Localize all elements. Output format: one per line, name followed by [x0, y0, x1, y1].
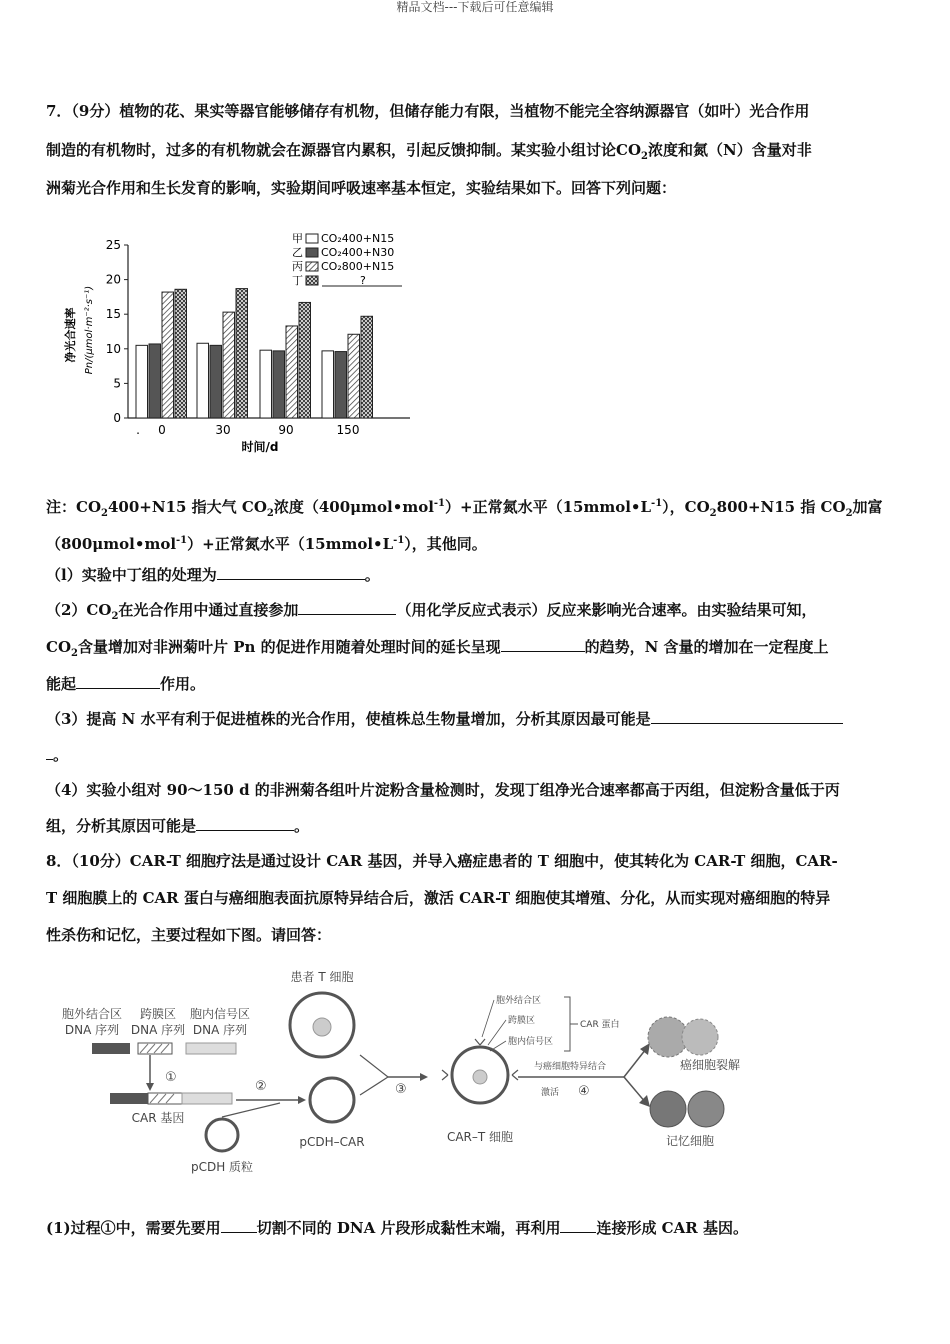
- legend-swatch: [306, 262, 318, 271]
- int-region-label: 胞内信号区: [508, 1037, 554, 1047]
- x-tick-label: 30: [215, 423, 231, 437]
- bar-chart: [60, 225, 440, 455]
- ext-dna-segment: [92, 1043, 130, 1054]
- answer-blank[interactable]: [560, 1218, 596, 1233]
- y-axis-label: [63, 286, 95, 374]
- answer-blank[interactable]: [501, 637, 585, 652]
- q8-part1: (1)过程①中，需要先要用 切割不同的 DNA 片段形成黏性末端，再利用 连接形成 CAR 基因。: [46, 1219, 748, 1237]
- car-t-diagram: [50, 965, 770, 1185]
- y-tick-label: 10: [105, 341, 121, 356]
- q7-note-line2: （800μmol•mol$^{-1}$）+正常氮水平$(15mmol•L^{-1})$，其他同。: [46, 535, 487, 553]
- y-tick-label: 25: [105, 238, 121, 252]
- x-axis-label: 时间/d: [241, 440, 279, 454]
- q7-part2-line3: 能起 作用。: [46, 675, 206, 693]
- legend-swatch: [306, 248, 318, 257]
- bar-丁-0: [175, 289, 187, 418]
- tm-region-label: 跨膜区: [508, 1016, 536, 1026]
- label-int-dna-seq: DNA 序列: [192, 1023, 248, 1037]
- patient-t-label: 患者 T 细胞: [290, 970, 354, 984]
- bar-丙-0: [162, 292, 174, 418]
- legend-group-name: 乙: [292, 246, 303, 259]
- car-protein-label: CAR 蛋白: [580, 1020, 620, 1030]
- page-header: 精品文档---下载后可任意编辑: [396, 0, 554, 14]
- y-tick-label: 5: [113, 376, 121, 391]
- bar-丁-90: [299, 302, 311, 418]
- q7-part2-line1: $(2)CO_2$在光合作用中通过直接参加 （用化学反应式表示）反应来影响光合速率。由实验结果可知，: [46, 601, 817, 622]
- label-ext-dna: 胞外结合区: [61, 1007, 123, 1021]
- q8-line2: T 细胞膜上的 CAR 蛋白与癌细胞表面抗原特异结合后，激活 CAR-T 细胞使其增殖、分化，从而实现对癌细胞的特异: [46, 889, 831, 907]
- car-gene: [110, 1093, 148, 1104]
- answer-blank[interactable]: [298, 600, 396, 615]
- bar-乙-90: [273, 351, 285, 418]
- bar-甲-30: [197, 343, 209, 418]
- activate-label: 激活: [540, 1088, 560, 1098]
- bar-丁-30: [236, 289, 248, 418]
- pcdh-car-plasmid: [310, 1078, 354, 1122]
- x-tick-label: 90: [278, 423, 294, 437]
- x-tick-label: 0: [158, 423, 166, 437]
- bar-乙-30: [210, 345, 222, 418]
- q8-line3: 性杀伤和记忆，主要过程如下图。请回答：: [46, 926, 332, 944]
- q7-line3: 洲菊光合作用和生长发育的影响，实验期间呼吸速率基本恒定，实验结果如下。回答下列问题：: [46, 179, 677, 197]
- y-tick-label: 0: [113, 411, 121, 425]
- answer-blank[interactable]: [651, 709, 843, 724]
- legend-label: ?: [360, 274, 366, 287]
- y-axis-label-bottom: Pn/(μmol·m⁻²·s⁻¹): [84, 285, 95, 375]
- y-tick-label: 15: [105, 307, 121, 322]
- bar-丙-90: [286, 326, 298, 418]
- pcdh-plasmid: [206, 1119, 238, 1151]
- answer-blank[interactable]: [46, 745, 53, 760]
- q7-part3-line1: （3）提高 N 水平有利于促进植株的光合作用，使植株总生物量增加，分析其原因最可能是: [46, 709, 843, 729]
- legend-group-name: 甲: [292, 232, 303, 245]
- q7-line1: 7．（9分）植物的花、果实等器官能够储存有机物，但储存能力有限，当植物不能完全容纳源器官（如叶）光合作用: [46, 102, 810, 120]
- binding-label: 与癌细胞特异结合: [533, 1062, 607, 1072]
- memory-cell: [650, 1091, 686, 1127]
- legend-group-name: 丙: [292, 260, 303, 273]
- label-tm-dna-seq: DNA 序列: [130, 1023, 186, 1037]
- legend-group-name: 丁: [292, 274, 303, 287]
- plasmid-label: pCDH 质粒: [190, 1160, 254, 1174]
- legend-label: CO₂800+N15: [321, 260, 395, 273]
- q8-line1: 8．（10分）CAR-T 细胞疗法是通过设计 CAR 基因，并导入癌症患者的 T 细胞中，使其转化为 CAR-T 细胞，CAR-: [46, 852, 838, 870]
- answer-blank[interactable]: [217, 565, 365, 580]
- answer-blank[interactable]: [196, 816, 294, 831]
- q7-note-line1: 注：$CO_2400+N15$ 指大气 $CO_2$浓度（400μmol•mol$^{-1}$）+正常氮水平$(15mmol•L^{-1})$，$CO_2800+N15$ 指 $CO_2$加富: [46, 498, 883, 519]
- q7-part4-line1: （4）实验小组对 90～150 d 的非洲菊各组叶片淀粉含量检测时，发现丁组净光合速率都高于丙组，但淀粉含量低于丙: [46, 781, 840, 799]
- step1-label: ①: [165, 1070, 177, 1085]
- pcdh-car-label: pCDH–CAR: [299, 1135, 365, 1149]
- x-tick-label: 150: [336, 423, 360, 437]
- bar-乙-0: [149, 344, 161, 418]
- q7-line2: 制造的有机物时，过多的有机物就会在源器官内累积，引起反馈抑制。某实验小组讨论$CO_2$浓度和氮（N）含量对非: [46, 141, 812, 162]
- car-gene-label: CAR 基因: [131, 1111, 185, 1125]
- x-tick-extra: .: [136, 423, 140, 437]
- answer-blank[interactable]: [221, 1218, 257, 1233]
- int-dna-segment: [186, 1043, 236, 1054]
- bar-乙-150: [335, 352, 347, 418]
- bar-丁-150: [361, 316, 373, 418]
- legend-label: CO₂400+N30: [321, 246, 395, 259]
- q7-part2-line2: $CO_2$含量增加对非洲菊叶片 Pn 的促进作用随着处理时间的延长呈现 的趋势，N 含量的增加在一定程度上: [46, 638, 829, 659]
- q7-part3-line2: 。: [46, 745, 68, 765]
- legend-swatch: [306, 276, 318, 285]
- q7-part1: （l）实验中丁组的处理为 。: [46, 566, 380, 584]
- bar-甲-0: [136, 345, 148, 418]
- label-int-dna: 胞内信号区: [189, 1007, 251, 1021]
- ext-region-label: 胞外结合区: [496, 996, 542, 1006]
- bar-甲-150: [322, 351, 334, 418]
- answer-blank[interactable]: [76, 674, 160, 689]
- bar-丙-30: [223, 312, 235, 418]
- memory-label: 记忆细胞: [665, 1134, 715, 1148]
- q7-part4-line2: 组，分析其原因可能是 。: [46, 817, 310, 835]
- label-tm-dna: 跨膜区: [139, 1007, 177, 1021]
- step4-label: ④: [578, 1084, 590, 1099]
- bar-甲-90: [260, 350, 272, 418]
- car-t-label: CAR–T 细胞: [446, 1130, 514, 1144]
- step2-label: ②: [255, 1079, 267, 1094]
- y-tick-label: 20: [105, 272, 121, 287]
- bar-丙-150: [348, 334, 360, 418]
- step3-label: ③: [395, 1082, 407, 1097]
- label-ext-dna-seq: DNA 序列: [64, 1023, 120, 1037]
- legend-label: CO₂400+N15: [321, 232, 395, 245]
- y-axis-label-top: 净光合速率: [64, 307, 77, 363]
- legend-swatch: [306, 234, 318, 243]
- lysis-label: 癌细胞裂解: [679, 1058, 741, 1072]
